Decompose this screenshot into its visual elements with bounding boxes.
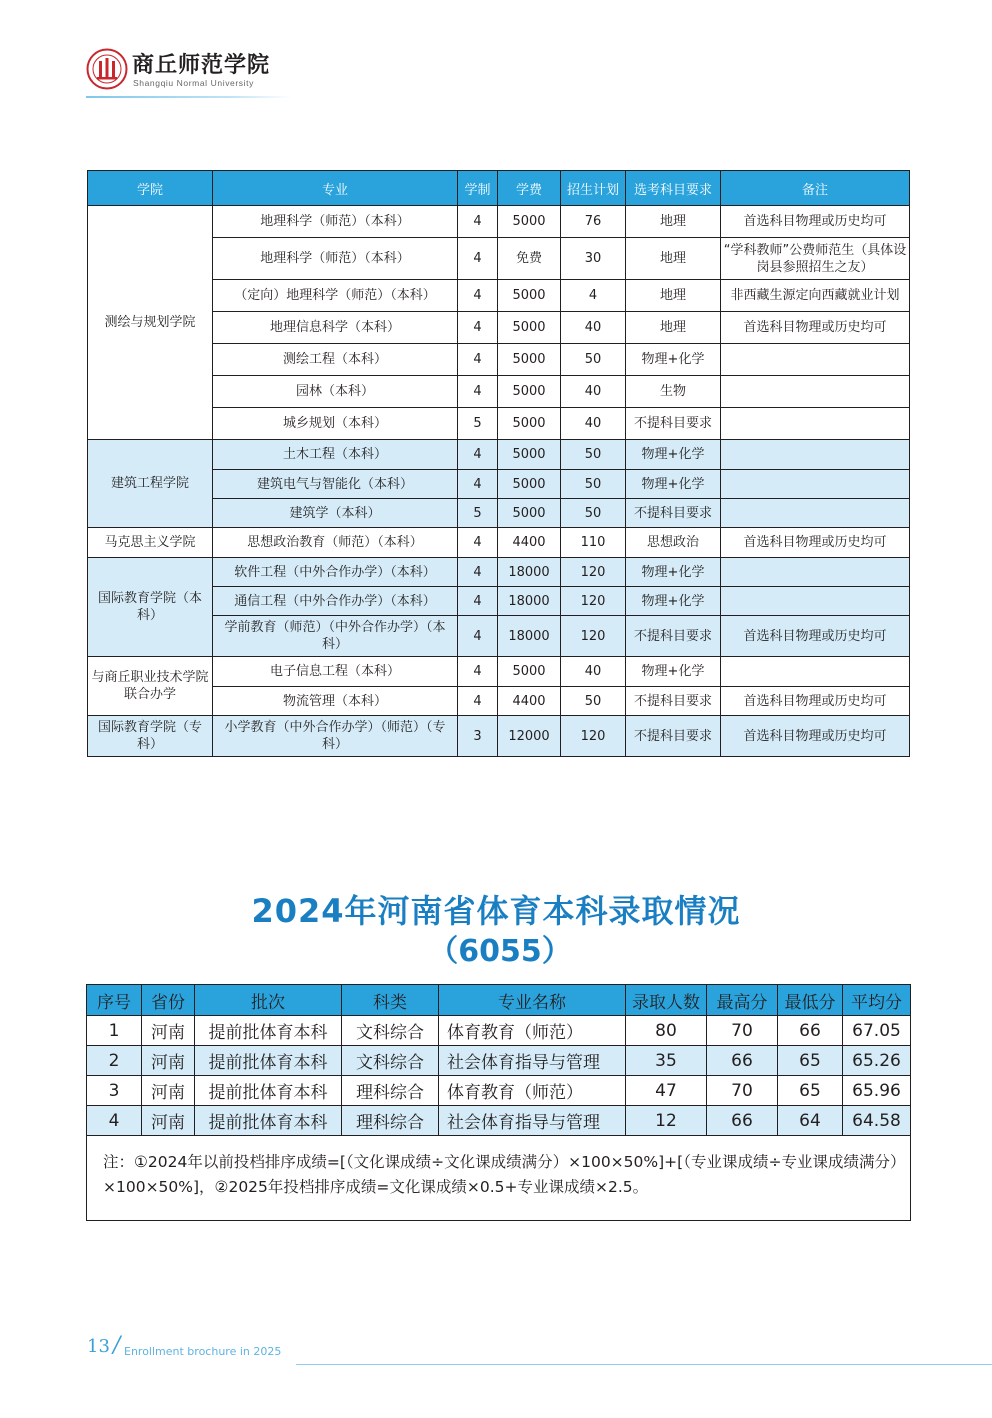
fee-cell: 5000: [498, 206, 561, 238]
section-subtitle: （6055）: [428, 934, 572, 969]
major-cell: 社会体育指导与管理: [439, 1106, 626, 1136]
years-cell: 5: [458, 499, 498, 528]
avg-score-cell: 65.26: [843, 1046, 911, 1076]
subject-cell: 生物: [626, 376, 721, 408]
header-cell: 学院: [88, 171, 213, 206]
major-cell: 园林（本科）: [213, 376, 458, 408]
plan-cell: 40: [561, 657, 626, 687]
note-cell: 首选科目物理或历史均可: [721, 687, 910, 716]
max-score-cell: 66: [707, 1106, 778, 1136]
subject-cell: 不提科目要求: [626, 499, 721, 528]
category-cell: 文科综合: [342, 1046, 439, 1076]
fee-cell: 免费: [498, 238, 561, 280]
note-cell: [721, 587, 910, 616]
years-cell: 4: [458, 238, 498, 280]
min-score-cell: 65: [778, 1046, 843, 1076]
major-cell: 学前教育（师范）（中外合作办学）（本科）: [213, 616, 458, 657]
subject-cell: 地理: [626, 206, 721, 238]
subject-cell: 地理: [626, 280, 721, 312]
college-cell: 测绘与规划学院: [88, 206, 213, 440]
fee-cell: 4400: [498, 687, 561, 716]
major-cell: 测绘工程（本科）: [213, 344, 458, 376]
note-cell: [721, 344, 910, 376]
college-cell: 与商丘职业技术学院联合办学: [88, 657, 213, 716]
plan-cell: 50: [561, 344, 626, 376]
subject-cell: 物理+化学: [626, 587, 721, 616]
plan-cell: 30: [561, 238, 626, 280]
major-cell: 小学教育（中外合作办学）（师范）（专科）: [213, 716, 458, 757]
school-name: 商丘师范学院: [132, 52, 271, 78]
section-title: 2024年河南省体育本科录取情况: [251, 892, 741, 930]
header-cell: 省份: [142, 985, 195, 1016]
header-cell: 最低分: [778, 985, 843, 1016]
table-note: 注：①2024年以前投档排序成绩=[（文化课成绩÷文化课成绩满分）×100×50%]+[（专业课成绩÷专业课成绩满分）×100×50%]，②2025年投档排序成绩=文化课成绩×0.5+专业课成绩×2.5。: [87, 1136, 911, 1221]
years-cell: 4: [458, 687, 498, 716]
header-cell: 录取人数: [626, 985, 707, 1016]
table-row: [87, 1076, 911, 1106]
plan-cell: 120: [561, 716, 626, 757]
index-cell: 1: [87, 1016, 142, 1046]
plan-cell: 50: [561, 470, 626, 499]
subject-cell: 地理: [626, 312, 721, 344]
header-cell: 批次: [195, 985, 342, 1016]
header-cell: 科类: [342, 985, 439, 1016]
note-cell: [721, 499, 910, 528]
years-cell: 4: [458, 558, 498, 587]
major-cell: 软件工程（中外合作办学）（本科）: [213, 558, 458, 587]
major-cell: 通信工程（中外合作办学）（本科）: [213, 587, 458, 616]
major-cell: 思想政治教育（师范）（本科）: [213, 528, 458, 558]
major-cell: 城乡规划（本科）: [213, 408, 458, 440]
major-cell: （定向）地理科学（师范）（本科）: [213, 280, 458, 312]
table-header-row: [88, 171, 910, 206]
fee-cell: 4400: [498, 528, 561, 558]
min-score-cell: 64: [778, 1106, 843, 1136]
avg-score-cell: 65.96: [843, 1076, 911, 1106]
category-cell: 文科综合: [342, 1016, 439, 1046]
plan-cell: 76: [561, 206, 626, 238]
table-row: [87, 1106, 911, 1136]
college-cell: 国际教育学院（本科）: [88, 558, 213, 657]
fee-cell: 18000: [498, 558, 561, 587]
header-cell: 最高分: [707, 985, 778, 1016]
table-row: [88, 440, 910, 470]
index-cell: 2: [87, 1046, 142, 1076]
note-cell: 首选科目物理或历史均可: [721, 312, 910, 344]
plan-cell: 120: [561, 558, 626, 587]
major-cell: 体育教育（师范）: [439, 1016, 626, 1046]
years-cell: 4: [458, 616, 498, 657]
subject-cell: 物理+化学: [626, 344, 721, 376]
subject-cell: 物理+化学: [626, 657, 721, 687]
count-cell: 80: [626, 1016, 707, 1046]
subject-cell: 物理+化学: [626, 440, 721, 470]
fee-cell: 5000: [498, 280, 561, 312]
major-cell: 土木工程（本科）: [213, 440, 458, 470]
note-cell: [721, 657, 910, 687]
subject-cell: 不提科目要求: [626, 716, 721, 757]
note-cell: 非西藏生源定向西藏就业计划: [721, 280, 910, 312]
years-cell: 4: [458, 528, 498, 558]
count-cell: 35: [626, 1046, 707, 1076]
subject-cell: 地理: [626, 238, 721, 280]
batch-cell: 提前批体育本科: [195, 1016, 342, 1046]
index-cell: 3: [87, 1076, 142, 1106]
subject-cell: 物理+化学: [626, 470, 721, 499]
header-cell: 备注: [721, 171, 910, 206]
header-cell: 序号: [87, 985, 142, 1016]
header-cell: 专业: [213, 171, 458, 206]
admission-results-table: [86, 984, 911, 1221]
note-cell: 首选科目物理或历史均可: [721, 716, 910, 757]
plan-cell: 40: [561, 312, 626, 344]
major-cell: 地理科学（师范）（本科）: [213, 238, 458, 280]
plan-cell: 120: [561, 587, 626, 616]
page-number: 13: [87, 1336, 110, 1357]
max-score-cell: 70: [707, 1016, 778, 1046]
batch-cell: 提前批体育本科: [195, 1106, 342, 1136]
header-cell: 选考科目要求: [626, 171, 721, 206]
plan-cell: 120: [561, 616, 626, 657]
fee-cell: 5000: [498, 440, 561, 470]
category-cell: 理科综合: [342, 1106, 439, 1136]
header-cell: 专业名称: [439, 985, 626, 1016]
fee-cell: 5000: [498, 312, 561, 344]
subject-cell: 不提科目要求: [626, 687, 721, 716]
note-cell: [721, 408, 910, 440]
years-cell: 4: [458, 206, 498, 238]
note-cell: 首选科目物理或历史均可: [721, 206, 910, 238]
college-cell: 建筑工程学院: [88, 440, 213, 528]
table-row: [88, 716, 910, 757]
fee-cell: 18000: [498, 616, 561, 657]
years-cell: 3: [458, 716, 498, 757]
max-score-cell: 70: [707, 1076, 778, 1106]
index-cell: 4: [87, 1106, 142, 1136]
avg-score-cell: 64.58: [843, 1106, 911, 1136]
years-cell: 4: [458, 440, 498, 470]
category-cell: 理科综合: [342, 1076, 439, 1106]
count-cell: 47: [626, 1076, 707, 1106]
fee-cell: 18000: [498, 587, 561, 616]
batch-cell: 提前批体育本科: [195, 1076, 342, 1106]
fee-cell: 5000: [498, 408, 561, 440]
max-score-cell: 66: [707, 1046, 778, 1076]
fee-cell: 5000: [498, 657, 561, 687]
major-cell: 物流管理（本科）: [213, 687, 458, 716]
major-cell: 建筑学（本科）: [213, 499, 458, 528]
subject-cell: 物理+化学: [626, 558, 721, 587]
table-row: [87, 1046, 911, 1076]
major-cell: 地理信息科学（本科）: [213, 312, 458, 344]
table-row: [88, 657, 910, 687]
min-score-cell: 66: [778, 1016, 843, 1046]
header-cell: 平均分: [843, 985, 911, 1016]
note-cell: 首选科目物理或历史均可: [721, 528, 910, 558]
subject-cell: 不提科目要求: [626, 616, 721, 657]
fee-cell: 5000: [498, 344, 561, 376]
province-cell: 河南: [142, 1106, 195, 1136]
footer-divider: [296, 1364, 992, 1365]
plan-cell: 50: [561, 499, 626, 528]
major-cell: 建筑电气与智能化（本科）: [213, 470, 458, 499]
batch-cell: 提前批体育本科: [195, 1046, 342, 1076]
subject-cell: 不提科目要求: [626, 408, 721, 440]
fee-cell: 5000: [498, 499, 561, 528]
table-row: [88, 206, 910, 238]
plan-cell: 40: [561, 376, 626, 408]
major-cell: 体育教育（师范）: [439, 1076, 626, 1106]
plan-cell: 110: [561, 528, 626, 558]
major-cell: 电子信息工程（本科）: [213, 657, 458, 687]
plan-cell: 50: [561, 687, 626, 716]
fee-cell: 5000: [498, 376, 561, 408]
major-cell: 地理科学（师范）（本科）: [213, 206, 458, 238]
note-cell: [721, 376, 910, 408]
major-cell: 社会体育指导与管理: [439, 1046, 626, 1076]
years-cell: 4: [458, 344, 498, 376]
years-cell: 4: [458, 280, 498, 312]
header-cell: 学制: [458, 171, 498, 206]
header-cell: 招生计划: [561, 171, 626, 206]
plan-cell: 4: [561, 280, 626, 312]
years-cell: 4: [458, 657, 498, 687]
fee-cell: 12000: [498, 716, 561, 757]
min-score-cell: 65: [778, 1076, 843, 1106]
footer-caption: Enrollment brochure in 2025: [124, 1345, 282, 1358]
count-cell: 12: [626, 1106, 707, 1136]
table-header-row: [87, 985, 911, 1016]
plan-cell: 50: [561, 440, 626, 470]
table-row: [88, 558, 910, 587]
note-cell: [721, 558, 910, 587]
note-cell: 首选科目物理或历史均可: [721, 616, 910, 657]
province-cell: 河南: [142, 1076, 195, 1106]
enrollment-plan-table: [87, 170, 910, 757]
province-cell: 河南: [142, 1046, 195, 1076]
years-cell: 4: [458, 376, 498, 408]
plan-cell: 40: [561, 408, 626, 440]
note-cell: [721, 470, 910, 499]
note-cell: [721, 440, 910, 470]
years-cell: 4: [458, 312, 498, 344]
college-cell: 马克思主义学院: [88, 528, 213, 558]
years-cell: 5: [458, 408, 498, 440]
province-cell: 河南: [142, 1016, 195, 1046]
subject-cell: 思想政治: [626, 528, 721, 558]
fee-cell: 5000: [498, 470, 561, 499]
years-cell: 4: [458, 470, 498, 499]
header-cell: 学费: [498, 171, 561, 206]
note-cell: “学科教师”公费师范生（具体设岗县参照招生之友）: [721, 238, 910, 280]
university-logo-icon: [86, 48, 128, 90]
school-name-en: Shangqiu Normal University: [133, 78, 254, 88]
avg-score-cell: 67.05: [843, 1016, 911, 1046]
page-header: [86, 46, 306, 96]
note-row: [87, 1136, 911, 1221]
years-cell: 4: [458, 587, 498, 616]
table-row: [88, 528, 910, 558]
footer-slash: /: [113, 1333, 121, 1358]
table-row: [87, 1016, 911, 1046]
header-divider: [86, 96, 292, 98]
college-cell: 国际教育学院（专科）: [88, 716, 213, 757]
